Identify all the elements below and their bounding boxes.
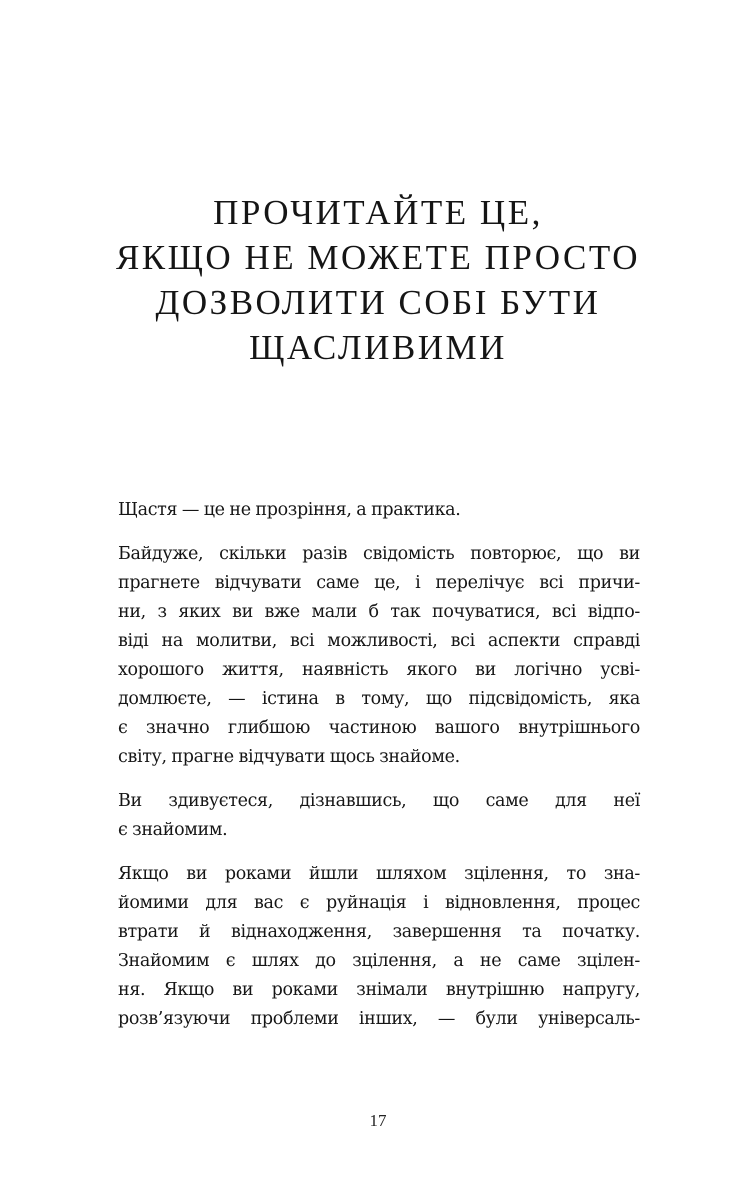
chapter-title-line: ПРОЧИТАЙТЕ ЦЕ, [213,193,543,232]
text-line: світу, прагне відчувати щось знайоме. [118,747,460,767]
chapter-title-line: ДОЗВОЛИТИ СОБІ БУТИ [155,283,601,322]
text-line: хорошого життя, наявність якого ви логічно усві- [118,660,640,680]
text-line: розв’язуючи проблеми інших, — були універсаль- [118,1009,640,1029]
chapter-title-line: ЯКЩО НЕ МОЖЕТЕ ПРОСТО [115,238,641,277]
text-line: втрати й віднаходження, завершення та початку. [118,922,640,942]
text-line: віді на молитви, всі можливості, всі аспекти справді [118,631,640,651]
text-line: Знайомим є шлях до зцілення, а не саме зцілен- [118,951,640,971]
text-line: ни, з яких ви вже мали б так почуватися, всі відпо- [118,602,640,622]
text-line: ня. Якщо ви роками знімали внутрішню напругу, [118,980,640,1000]
paragraph-4 [118,860,640,1034]
text-line: Байдуже, скільки разів свідомість повторює, що ви [118,544,640,564]
text-line: є знайомим. [118,820,228,840]
text-line: йомими для вас є руйнація і відновлення, процес [118,893,640,913]
text-line: є значно глибшою частиною вашого внутрішнього [118,718,640,738]
paragraph-1 [118,496,640,525]
text-line: домлюєте, — істина в тому, що підсвідомість, яка [118,689,640,709]
text-line: Ви здивуєтеся, дізнавшись, що саме для неї [118,791,640,811]
body-text [118,496,640,1049]
chapter-title-line: ЩАСЛИВИМИ [249,328,507,367]
page-number: 17 [369,1111,387,1130]
text-line: Якщо ви роками йшли шляхом зцілення, то зна- [118,864,640,884]
chapter-title [60,190,696,370]
text-line: Щастя — це не прозріння, а практика. [118,500,461,520]
text-line: прагнете відчувати саме це, і перелічує всі причи- [118,573,640,593]
paragraph-3 [118,787,640,845]
paragraph-2 [118,540,640,772]
